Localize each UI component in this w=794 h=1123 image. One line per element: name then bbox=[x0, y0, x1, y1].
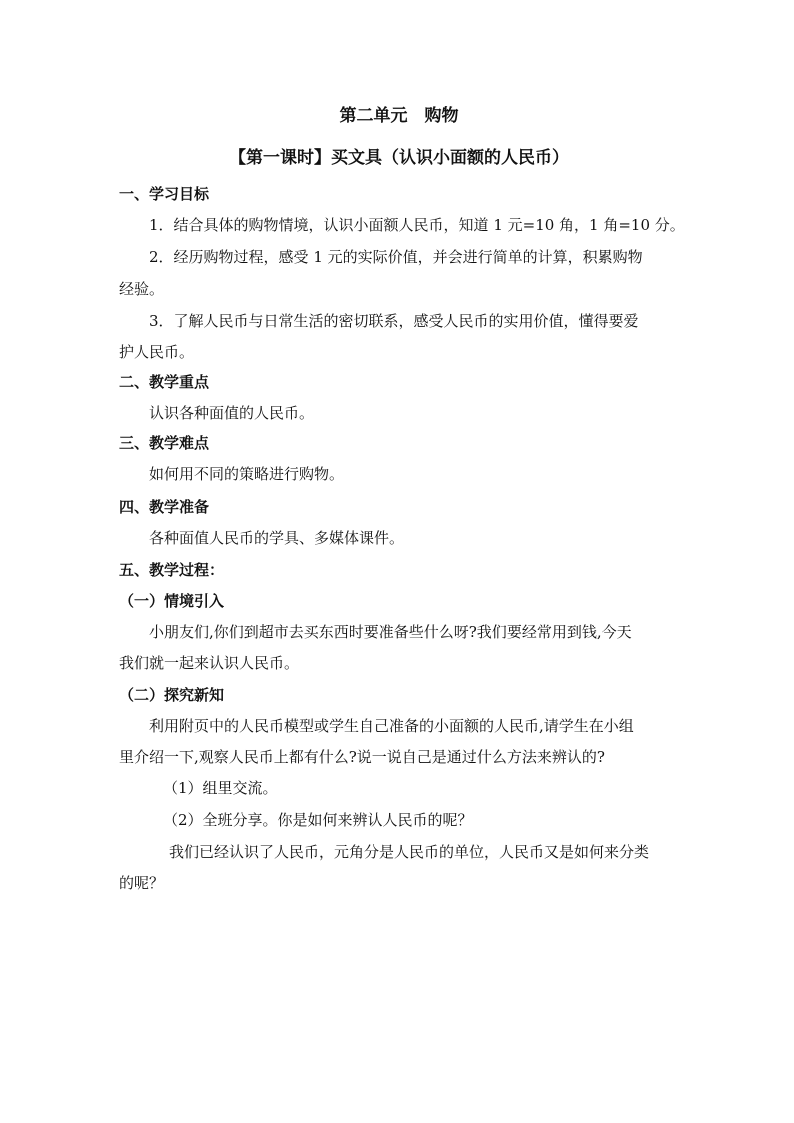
goal-2-line-2: 经验。 bbox=[119, 280, 165, 298]
goal-1: 1．结合具体的购物情境，认识小面额人民币，知道 1 元=10 角，1 角=10 分。 bbox=[149, 216, 685, 234]
intro-heading: （一）情境引入 bbox=[119, 592, 225, 610]
goal-3-line-1: 3．了解人民币与日常生活的密切联系，感受人民币的实用价值，懂得要爱 bbox=[149, 312, 639, 330]
prep-text: 各种面值人民币的学具、多媒体课件。 bbox=[149, 529, 405, 547]
intro-line-2: 我们就一起来认识人民币。 bbox=[119, 654, 300, 672]
prep-heading: 四、教学准备 bbox=[119, 498, 210, 516]
summary-line-1: 我们已经认识了人民币，元角分是人民币的单位，人民币又是如何来分类 bbox=[169, 843, 650, 861]
focus-text: 认识各种面值的人民币。 bbox=[149, 404, 315, 422]
unit-title: 第二单元 购物 bbox=[339, 106, 459, 126]
lesson-title: 【第一课时】买文具（认识小面额的人民币） bbox=[229, 148, 569, 168]
goal-2-line-1: 2．经历购物过程，感受 1 元的实际价值，并会进行简单的计算，积累购物 bbox=[149, 248, 643, 266]
goal-3-line-2: 护人民币。 bbox=[119, 343, 195, 361]
step-1: （1）组里交流。 bbox=[163, 779, 278, 797]
explore-heading: （二）探究新知 bbox=[119, 686, 225, 704]
explore-line-1: 利用附页中的人民币模型或学生自己准备的小面额的人民币,请学生在小组 bbox=[149, 717, 634, 735]
summary-line-2: 的呢？ bbox=[119, 874, 165, 892]
difficulty-heading: 三、教学难点 bbox=[119, 434, 210, 452]
goals-heading: 一、学习目标 bbox=[119, 185, 210, 203]
difficulty-text: 如何用不同的策略进行购物。 bbox=[149, 465, 345, 483]
process-heading: 五、教学过程： bbox=[119, 561, 225, 579]
explore-line-2: 里介绍一下,观察人民币上都有什么?说一说自己是通过什么方法来辨认的? bbox=[119, 748, 605, 766]
intro-line-1: 小朋友们,你们到超市去买东西时要准备些什么呀?我们要经常用到钱,今天 bbox=[149, 623, 632, 641]
focus-heading: 二、教学重点 bbox=[119, 373, 210, 391]
step-2: （2）全班分享。你是如何来辨认人民币的呢？ bbox=[163, 811, 473, 829]
